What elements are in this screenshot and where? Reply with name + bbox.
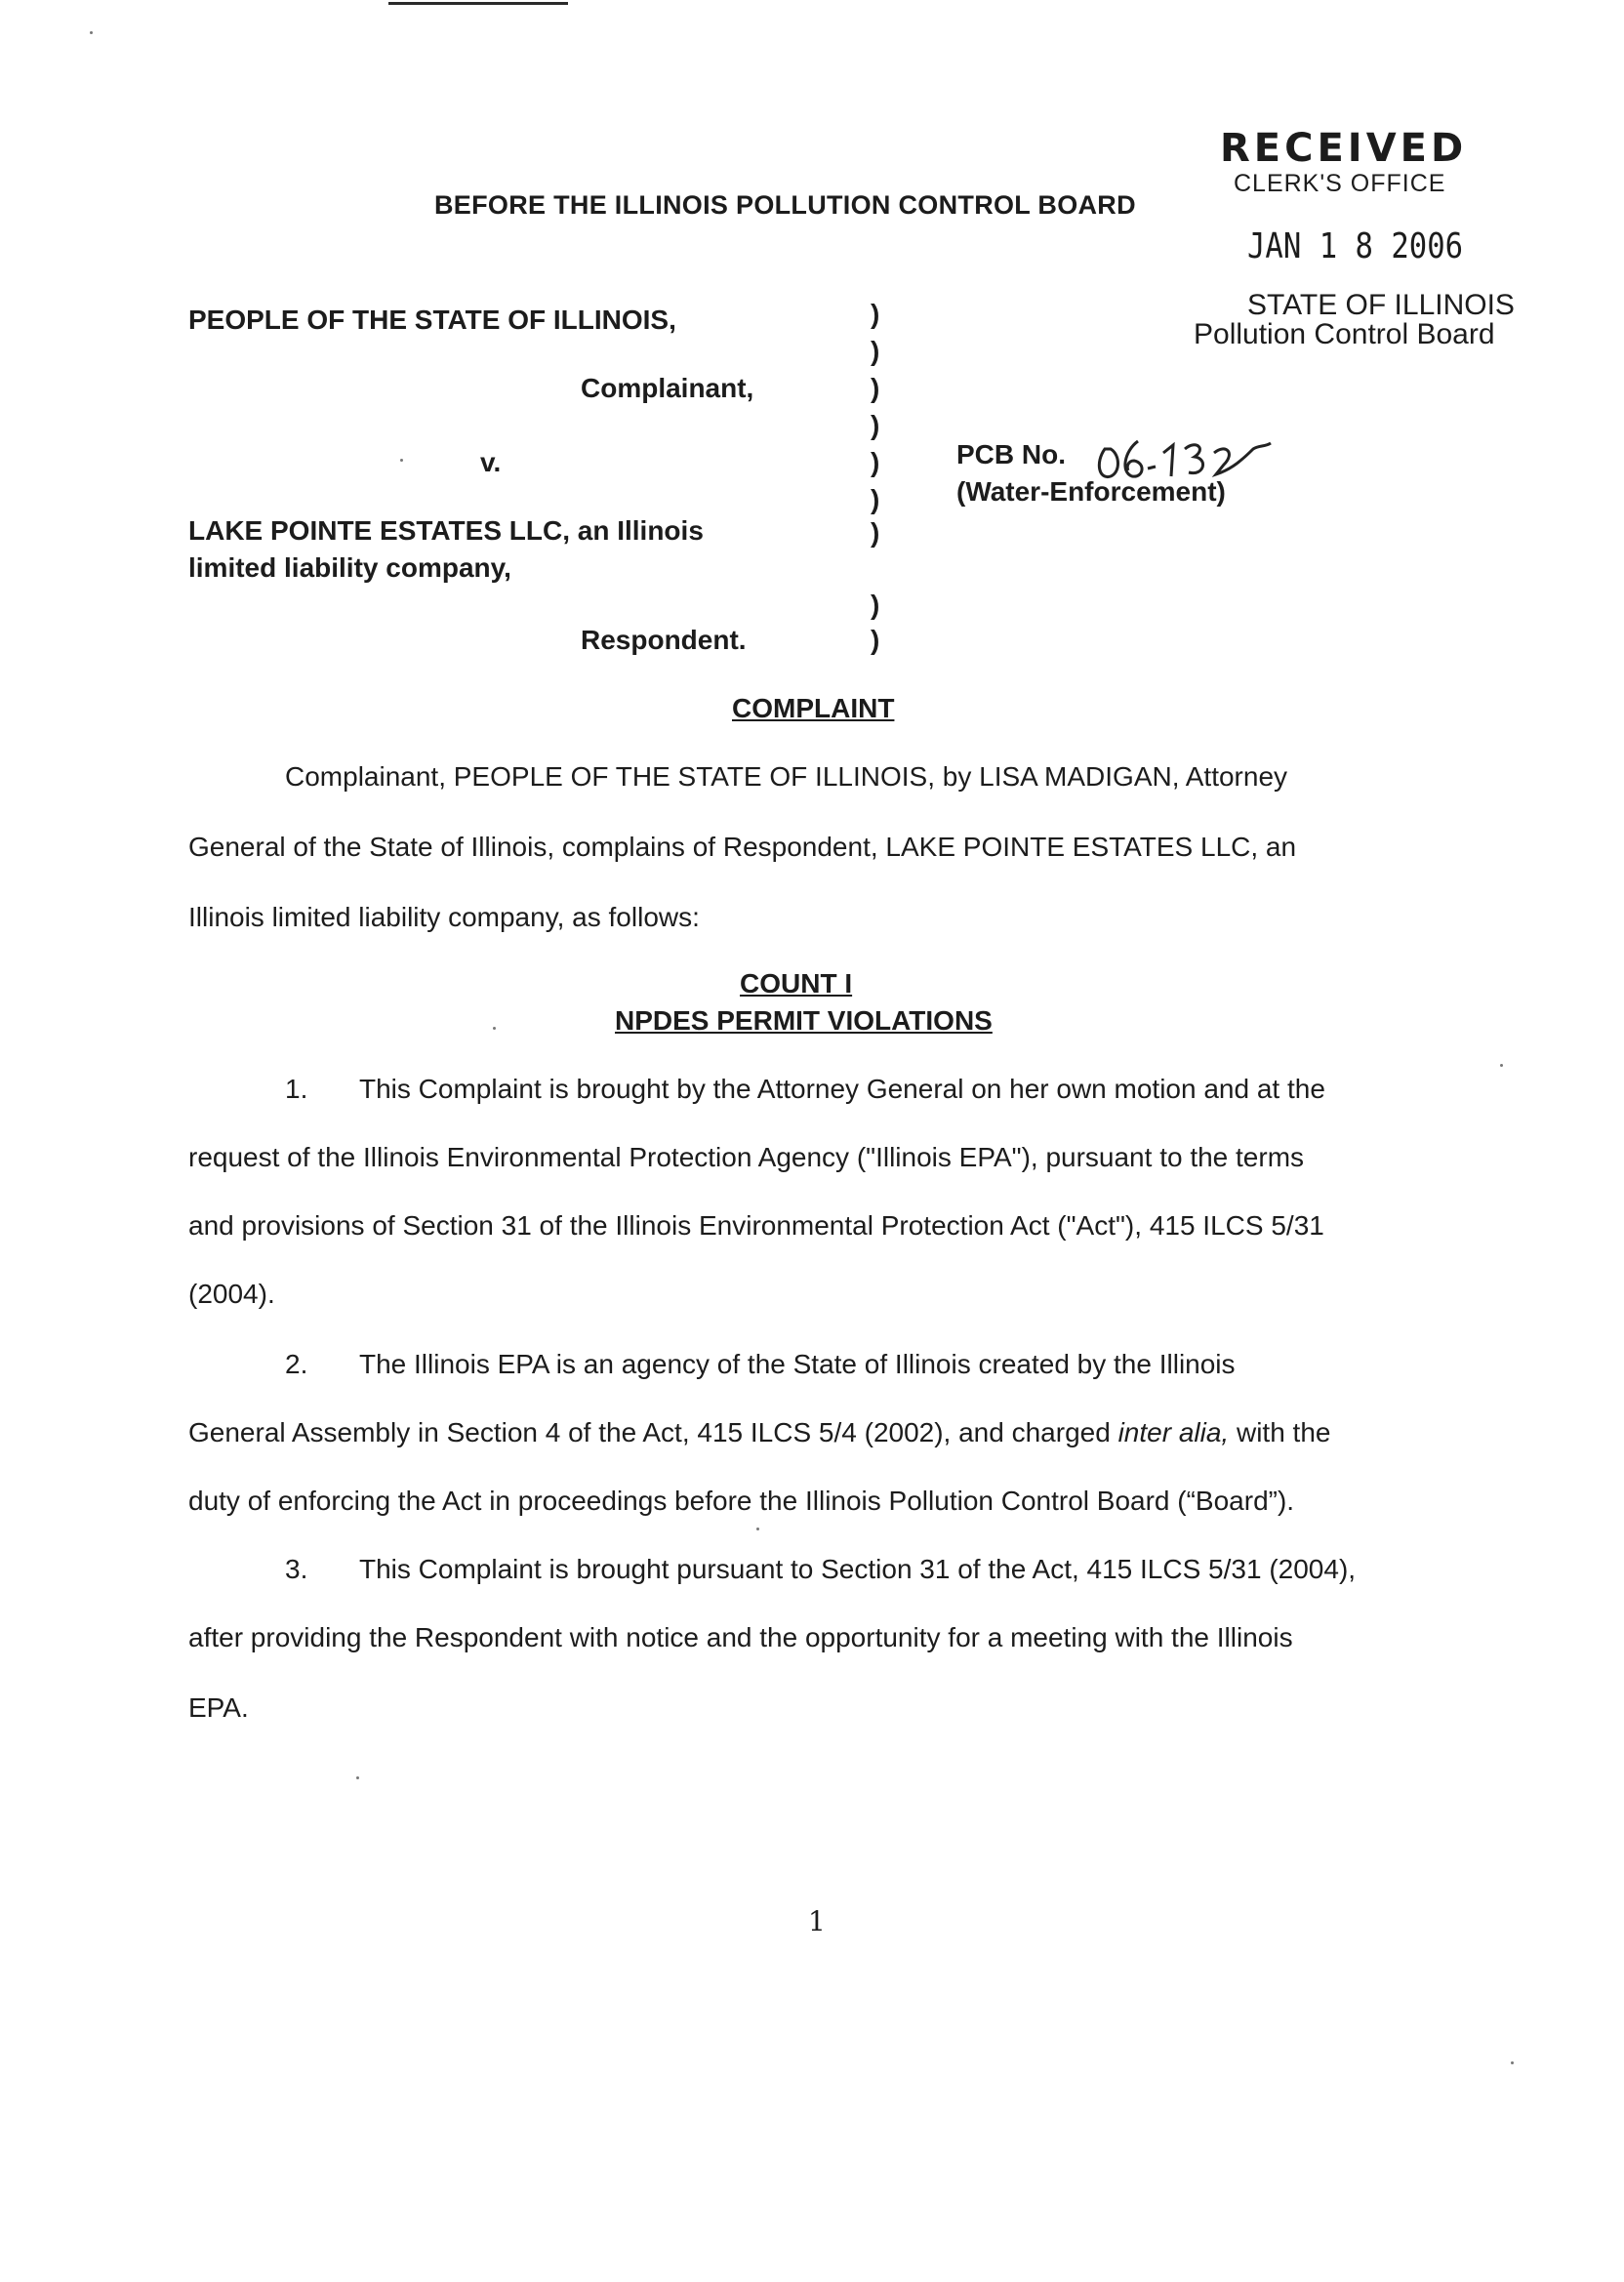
para1-line: and provisions of Section 31 of the Illinois Environmental Protection Act ("Act"), 415 ILCS 5/31 [188,1210,1324,1241]
para3-line: This Complaint is brought pursuant to Section 31 of the Act, 415 ILCS 5/31 (2004), [359,1554,1357,1584]
scan-speck [90,31,93,34]
caption-paren: ) [871,517,880,548]
scan-speck [493,1027,496,1030]
stamp-received: RECEIVED [1220,126,1468,171]
complaint-heading: COMPLAINT [732,693,895,723]
scan-artifact-rule [388,2,568,5]
caption-paren: ) [871,336,880,366]
para1-line: request of the Illinois Environmental Protection Agency ("Illinois EPA"), pursuant to the terms [188,1142,1305,1172]
scan-speck [756,1528,759,1530]
scan-speck [1511,2061,1514,2064]
caption-paren: ) [871,590,880,620]
scan-speck [400,459,403,462]
para1-line: (2004). [188,1279,275,1309]
para2-text: General Assembly in Section 4 of the Act, 415 ILCS 5/4 (2002), and charged [188,1417,1118,1447]
para2-line [188,1417,1330,1448]
pcb-label: PCB No. [956,439,1066,469]
intro-line: Complainant, PEOPLE OF THE STATE OF ILLINOIS, by LISA MADIGAN, Attorney [285,761,1288,792]
versus: v. [480,447,502,477]
caption-paren: ) [871,410,880,440]
para2-italic: inter alia, [1117,1417,1230,1447]
pcb-type: (Water-Enforcement) [956,476,1226,507]
para3-line: after providing the Respondent with notice and the opportunity for a meeting with the Illinois [188,1622,1293,1652]
para-number: 2. [285,1349,308,1379]
scan-speck [1500,1064,1503,1067]
respondent-role: Respondent. [581,625,747,655]
stamp-clerk: CLERK'S OFFICE [1234,170,1446,197]
scan-speck [356,1776,359,1779]
para2-line: duty of enforcing the Act in proceedings before the Illinois Pollution Control Board (“Board”). [188,1486,1295,1516]
caption-paren: ) [871,373,880,403]
respondent-name-line1: LAKE POINTE ESTATES LLC, an Illinois [188,515,704,546]
complainant-role: Complainant, [581,373,754,403]
caption-paren: ) [871,484,880,514]
stamp-state: STATE OF ILLINOIS [1247,289,1515,321]
complainant-name: PEOPLE OF THE STATE OF ILLINOIS, [188,305,676,335]
count-subheading: NPDES PERMIT VIOLATIONS [615,1005,993,1036]
caption-paren: ) [871,299,880,329]
page-title: BEFORE THE ILLINOIS POLLUTION CONTROL BOARD [434,190,1136,220]
caption-paren: ) [871,447,880,477]
page-number: 1 [808,1905,826,1937]
para3-line: EPA. [188,1692,249,1723]
intro-line: Illinois limited liability company, as follows: [188,902,700,932]
count-heading: COUNT I [740,968,853,998]
para-number: 1. [285,1074,308,1104]
para2-text: with the [1229,1417,1331,1447]
stamp-board: Pollution Control Board [1194,318,1495,350]
respondent-name-line2: limited liability company, [188,552,511,583]
para1-line: This Complaint is brought by the Attorney General on her own motion and at the [359,1074,1325,1104]
para-number: 3. [285,1554,308,1584]
para2-line: The Illinois EPA is an agency of the State of Illinois created by the Illinois [359,1349,1236,1379]
intro-line: General of the State of Illinois, complains of Respondent, LAKE POINTE ESTATES LLC, an [188,832,1297,862]
stamp-date: JAN 1 8 2006 [1247,226,1464,266]
caption-paren: ) [871,625,880,655]
